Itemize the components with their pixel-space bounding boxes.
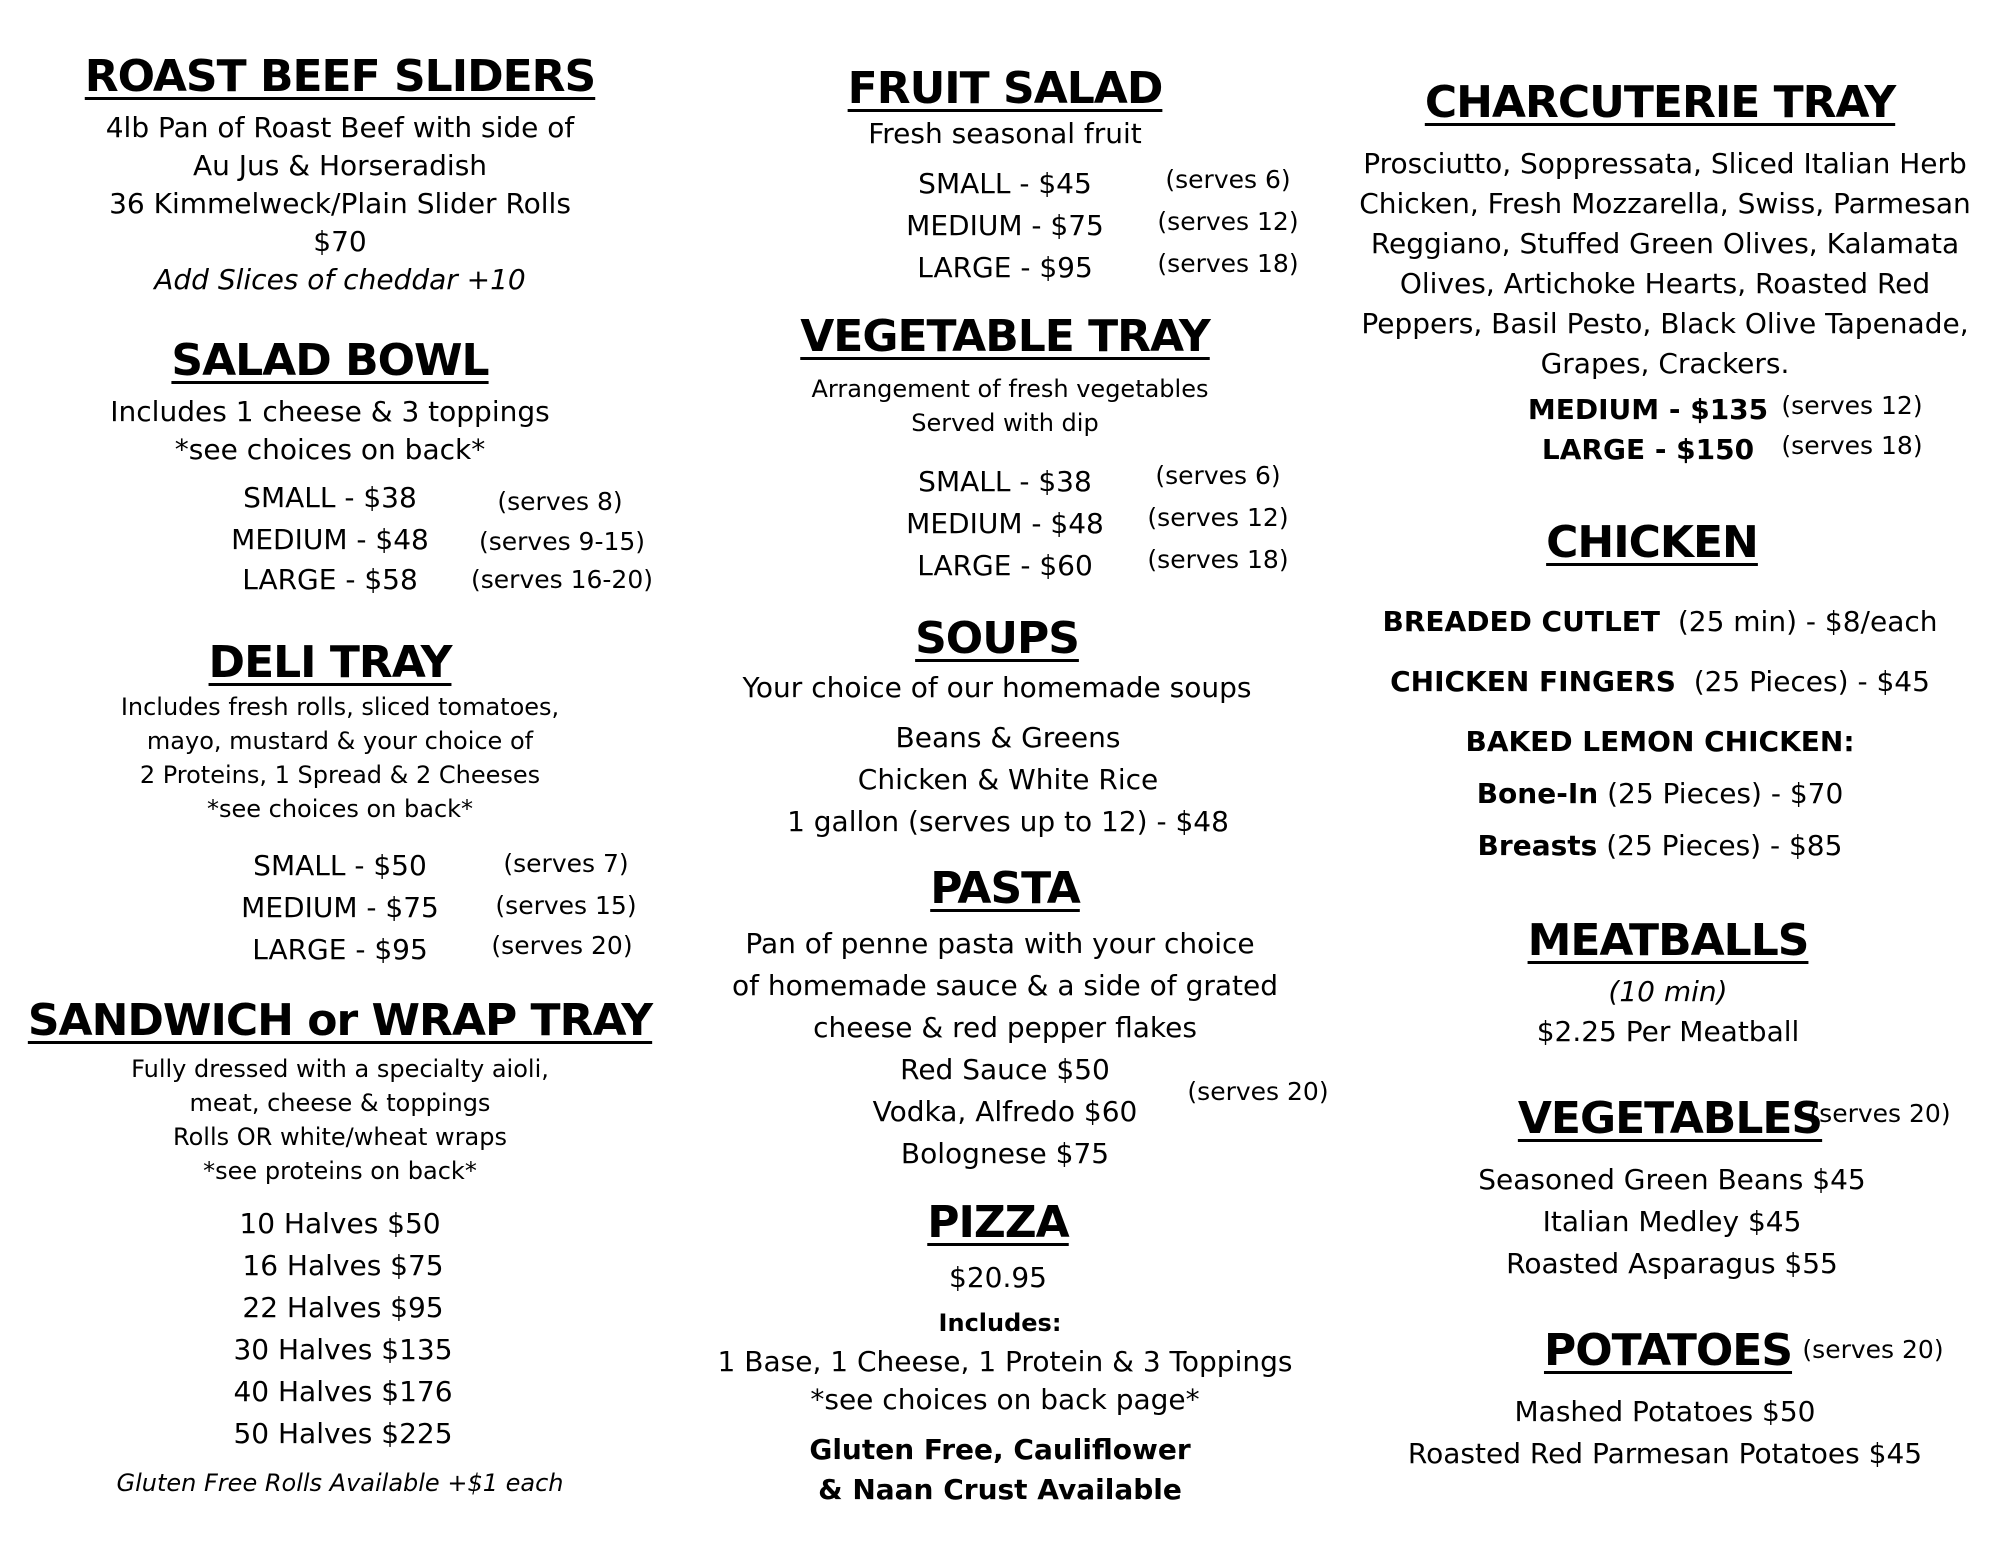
potatoes-mashed: Mashed Potatoes $50 bbox=[1514, 1395, 1816, 1428]
fruit-salad-desc: Fresh seasonal fruit bbox=[868, 117, 1142, 150]
vegetable-tray-serves-large: (serves 18) bbox=[1147, 545, 1289, 574]
pasta-option-bolognese: Bolognese $75 bbox=[900, 1137, 1110, 1170]
deli-tray-title: DELI TRAY bbox=[208, 637, 452, 688]
charcuterie-serves-medium: (serves 12) bbox=[1781, 391, 1923, 420]
vegetable-tray-line-1: Arrangement of fresh vegetables bbox=[811, 375, 1209, 403]
lemon-chicken-breasts bbox=[1478, 830, 1843, 862]
salad-bowl-size-medium: MEDIUM - $48 bbox=[231, 523, 429, 556]
salad-bowl-serves-medium: (serves 9-15) bbox=[478, 527, 646, 556]
fruit-salad-serves-large: (serves 18) bbox=[1157, 249, 1299, 278]
charcuterie-line-3: Reggiano, Stuffed Green Olives, Kalamata bbox=[1370, 227, 1960, 260]
deli-tray-size-medium: MEDIUM - $75 bbox=[241, 891, 439, 924]
salad-bowl-size-small: SMALL - $38 bbox=[243, 481, 417, 514]
deli-tray-serves-small: (serves 7) bbox=[503, 849, 629, 878]
roast-beef-line-1: 4lb Pan of Roast Beef with side of bbox=[105, 111, 575, 144]
charcuterie-line-4: Olives, Artichoke Hearts, Roasted Red bbox=[1399, 267, 1931, 300]
pizza-crust-line-2: & Naan Crust Available bbox=[818, 1473, 1182, 1506]
breasts-name: Breasts bbox=[1477, 829, 1598, 862]
pizza-price: $20.95 bbox=[949, 1261, 1047, 1294]
pasta-line-2: of homemade sauce & a side of grated bbox=[732, 969, 1278, 1002]
fruit-salad-title: FRUIT SALAD bbox=[847, 63, 1163, 114]
meatballs-title: MEATBALLS bbox=[1527, 915, 1809, 966]
sandwich-line-4: *see proteins on back* bbox=[203, 1157, 477, 1185]
breasts-detail: (25 Pieces) - $85 bbox=[1606, 829, 1843, 862]
sandwich-line-1: Fully dressed with a specialty aioli, bbox=[131, 1055, 549, 1083]
meatballs-min: (10 min) bbox=[1608, 975, 1728, 1008]
potatoes-roasted-red-parmesan: Roasted Red Parmesan Potatoes $45 bbox=[1407, 1437, 1923, 1470]
vegetable-tray-title: VEGETABLE TRAY bbox=[800, 311, 1210, 362]
soup-chicken-white-rice: Chicken & White Rice bbox=[857, 763, 1159, 796]
charcuterie-line-2: Chicken, Fresh Mozzarella, Swiss, Parmesan bbox=[1359, 187, 1971, 220]
fruit-salad-size-small: SMALL - $45 bbox=[918, 167, 1092, 200]
charcuterie-line-6: Grapes, Crackers. bbox=[1540, 347, 1790, 380]
charcuterie-size-medium: MEDIUM - $135 bbox=[1527, 393, 1769, 426]
soup-gallon-price: 1 gallon (serves up to 12) - $48 bbox=[787, 805, 1229, 838]
veg-italian-medley: Italian Medley $45 bbox=[1542, 1205, 1802, 1238]
charcuterie-size-large: LARGE - $150 bbox=[1541, 433, 1755, 466]
charcuterie-line-1: Prosciutto, Soppressata, Sliced Italian Herb bbox=[1363, 147, 1967, 180]
pasta-line-1: Pan of penne pasta with your choice bbox=[745, 927, 1255, 960]
chicken-title: CHICKEN bbox=[1546, 517, 1758, 568]
fruit-salad-size-medium: MEDIUM - $75 bbox=[906, 209, 1104, 242]
veg-green-beans: Seasoned Green Beans $45 bbox=[1478, 1163, 1866, 1196]
fruit-salad-size-large: LARGE - $95 bbox=[917, 251, 1093, 284]
roast-beef-line-2: Au Jus & Horseradish bbox=[192, 149, 488, 182]
vegetables-title: VEGETABLES bbox=[1517, 1093, 1823, 1144]
baked-lemon-chicken-title: BAKED LEMON CHICKEN: bbox=[1465, 725, 1855, 758]
charcuterie-tray-title: CHARCUTERIE TRAY bbox=[1424, 77, 1896, 128]
lemon-chicken-bone-in bbox=[1477, 778, 1844, 810]
roast-beef-addon: Add Slices of cheddar +10 bbox=[154, 263, 526, 296]
sandwich-price-22: 22 Halves $95 bbox=[242, 1291, 444, 1324]
vegetable-tray-serves-small: (serves 6) bbox=[1155, 461, 1281, 490]
pizza-title: PIZZA bbox=[927, 1197, 1069, 1248]
vegetable-tray-serves-medium: (serves 12) bbox=[1147, 503, 1289, 532]
veg-roasted-asparagus: Roasted Asparagus $55 bbox=[1506, 1247, 1838, 1280]
vegetable-tray-size-large: LARGE - $60 bbox=[917, 549, 1093, 582]
salad-bowl-serves-large: (serves 16-20) bbox=[471, 565, 653, 594]
sandwich-price-16: 16 Halves $75 bbox=[242, 1249, 444, 1282]
salad-bowl-serves-small: (serves 8) bbox=[497, 487, 623, 516]
chicken-fingers-detail: (25 Pieces) - $45 bbox=[1693, 665, 1930, 698]
pizza-includes-line-2: *see choices on back page* bbox=[810, 1383, 1200, 1416]
deli-tray-serves-medium: (serves 15) bbox=[495, 891, 637, 920]
chicken-fingers bbox=[1390, 666, 1930, 698]
sandwich-price-50: 50 Halves $225 bbox=[233, 1417, 453, 1450]
deli-tray-size-large: LARGE - $95 bbox=[252, 933, 428, 966]
pasta-option-red-sauce: Red Sauce $50 bbox=[900, 1053, 1110, 1086]
soups-desc: Your choice of our homemade soups bbox=[742, 671, 1252, 704]
vegetable-tray-line-2: Served with dip bbox=[911, 409, 1099, 437]
breaded-cutlet-name: BREADED CUTLET bbox=[1382, 605, 1661, 638]
pizza-includes-line-1: 1 Base, 1 Cheese, 1 Protein & 3 Toppings bbox=[717, 1345, 1293, 1378]
potatoes-title: POTATOES bbox=[1543, 1325, 1793, 1376]
salad-bowl-title: SALAD BOWL bbox=[171, 335, 489, 386]
pasta-line-3: cheese & red pepper flakes bbox=[813, 1011, 1197, 1044]
deli-tray-line-1: Includes fresh rolls, sliced tomatoes, bbox=[120, 693, 560, 721]
potatoes-serves: (serves 20) bbox=[1802, 1335, 1944, 1364]
breaded-cutlet-detail: (25 min) - $8/each bbox=[1677, 605, 1938, 638]
roast-beef-price: $70 bbox=[313, 225, 367, 258]
salad-bowl-line-1: Includes 1 cheese & 3 toppings bbox=[110, 395, 550, 428]
pasta-title: PASTA bbox=[930, 863, 1080, 914]
fruit-salad-serves-medium: (serves 12) bbox=[1157, 207, 1299, 236]
soups-title: SOUPS bbox=[915, 613, 1079, 664]
fruit-salad-serves-small: (serves 6) bbox=[1165, 165, 1291, 194]
sandwich-price-40: 40 Halves $176 bbox=[233, 1375, 453, 1408]
gluten-free-rolls-note: Gluten Free Rolls Available +$1 each bbox=[116, 1469, 564, 1497]
sandwich-line-2: meat, cheese & toppings bbox=[189, 1089, 491, 1117]
deli-tray-serves-large: (serves 20) bbox=[491, 931, 633, 960]
sandwich-wrap-tray-title: SANDWICH or WRAP TRAY bbox=[27, 995, 653, 1046]
meatballs-price: $2.25 Per Meatball bbox=[1536, 1015, 1800, 1048]
roast-beef-line-3: 36 Kimmelweck/Plain Slider Rolls bbox=[109, 187, 571, 220]
charcuterie-line-5: Peppers, Basil Pesto, Black Olive Tapenade, bbox=[1361, 307, 1969, 340]
bone-in-name: Bone-In bbox=[1476, 777, 1599, 810]
vegetables-serves: (serves 20) bbox=[1809, 1099, 1951, 1128]
salad-bowl-line-2: *see choices on back* bbox=[174, 433, 486, 466]
soup-beans-greens: Beans & Greens bbox=[895, 721, 1121, 754]
sandwich-line-3: Rolls OR white/wheat wraps bbox=[172, 1123, 508, 1151]
pasta-serves: (serves 20) bbox=[1187, 1077, 1329, 1106]
sandwich-price-30: 30 Halves $135 bbox=[233, 1333, 453, 1366]
salad-bowl-size-large: LARGE - $58 bbox=[242, 563, 418, 596]
bone-in-detail: (25 Pieces) - $70 bbox=[1607, 777, 1844, 810]
pizza-includes-label: Includes: bbox=[938, 1309, 1062, 1337]
charcuterie-serves-large: (serves 18) bbox=[1781, 431, 1923, 460]
deli-tray-size-small: SMALL - $50 bbox=[253, 849, 427, 882]
pasta-option-vodka-alfredo: Vodka, Alfredo $60 bbox=[872, 1095, 1138, 1128]
pizza-crust-line-1: Gluten Free, Cauliflower bbox=[809, 1433, 1191, 1466]
vegetable-tray-size-medium: MEDIUM - $48 bbox=[906, 507, 1104, 540]
chicken-fingers-name: CHICKEN FINGERS bbox=[1390, 665, 1676, 698]
chicken-breaded-cutlet bbox=[1383, 606, 1938, 638]
deli-tray-line-3: 2 Proteins, 1 Spread & 2 Cheeses bbox=[139, 761, 541, 789]
deli-tray-line-4: *see choices on back* bbox=[206, 795, 474, 823]
deli-tray-line-2: mayo, mustard & your choice of bbox=[146, 727, 534, 755]
sandwich-price-10: 10 Halves $50 bbox=[239, 1207, 441, 1240]
roast-beef-sliders-title: ROAST BEEF SLIDERS bbox=[84, 51, 596, 102]
vegetable-tray-size-small: SMALL - $38 bbox=[918, 465, 1092, 498]
